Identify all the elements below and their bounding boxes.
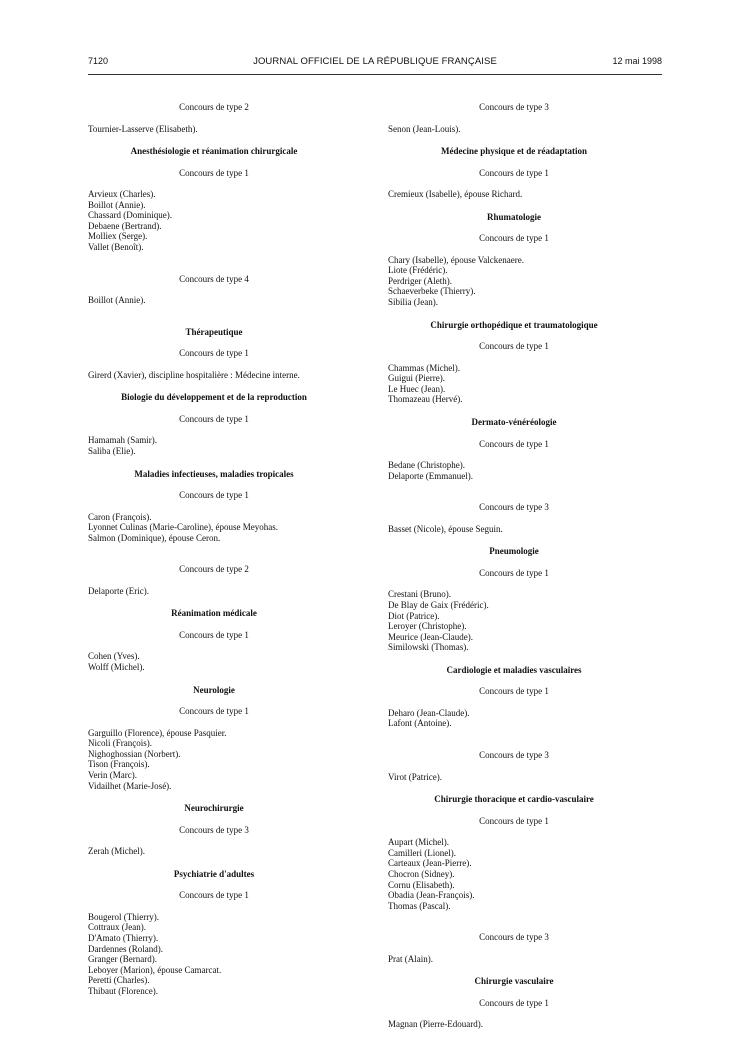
competition-type: Concours de type 1	[179, 490, 249, 501]
specialty-heading: Maladies infectieuses, maladies tropicales	[134, 468, 294, 479]
name-list	[388, 189, 640, 200]
candidate-name: Vallet (Benoît).	[88, 242, 144, 253]
name-list	[388, 708, 640, 729]
candidate-name: Nighoghossian (Norbert).	[88, 748, 181, 759]
candidate-name: Granger (Bernard).	[88, 954, 157, 965]
specialty-heading: Thérapeutique	[185, 326, 243, 337]
candidate-name: Wolff (Michel).	[88, 662, 145, 672]
competition-type: Concours de type 3	[479, 102, 549, 112]
competition-type: Concours de type 1	[479, 438, 549, 449]
specialty-heading: Chirurgie orthopédique et traumatologique	[430, 319, 598, 330]
candidate-name: Lyonnet Culinas (Marie-Caroline), épouse Meyohas.	[88, 522, 278, 533]
name-list	[88, 295, 340, 306]
candidate-name: Delaporte (Eric).	[88, 585, 149, 596]
candidate-name: Deharo (Jean-Claude).	[388, 707, 470, 718]
competition-type: Concours de type 3	[479, 750, 549, 761]
candidate-name: Chary (Isabelle), épouse Valckenaere.	[388, 254, 525, 265]
candidate-name: Chocron (Sidney).	[388, 868, 455, 879]
name-list	[88, 586, 340, 597]
candidate-name: Tison (François).	[88, 759, 150, 770]
candidate-name: Basset (Nicole), épouse Seguin.	[388, 523, 503, 534]
specialty-heading: Neurologie	[193, 684, 235, 695]
candidate-name: Leboyer (Marion), épouse Camarcat.	[88, 964, 222, 975]
competition-type: Concours de type 1	[479, 567, 549, 578]
name-list	[388, 363, 640, 405]
competition-type: Concours de type 1	[479, 341, 549, 352]
candidate-name: Prat (Alain).	[388, 953, 433, 964]
candidate-name: Aupart (Michel).	[388, 837, 449, 848]
competition-type: Concours de type 1	[179, 706, 249, 717]
name-list	[88, 124, 340, 135]
competition-type: Concours de type 2	[179, 564, 249, 575]
name-list	[388, 772, 640, 783]
header-rule	[88, 74, 662, 75]
candidate-name: Le Huec (Jean).	[388, 383, 446, 394]
name-list	[388, 124, 640, 135]
candidate-name: Schaeverbeke (Thierry).	[388, 286, 476, 297]
competition-type: Concours de type 1	[179, 629, 249, 640]
candidate-name: Debaene (Bertrand).	[88, 220, 162, 231]
candidate-name: Dardennes (Roland).	[88, 943, 163, 954]
left-column	[88, 102, 340, 1009]
candidate-name: Salmon (Dominique), épouse Ceron.	[88, 532, 221, 543]
candidate-name: Thomazeau (Hervé).	[388, 394, 463, 405]
competition-type: Concours de type 1	[479, 167, 549, 178]
competition-type: Concours de type 3	[479, 932, 549, 943]
candidate-name: Liote (Frédéric).	[388, 265, 448, 276]
competition-type: Concours de type 1	[479, 686, 549, 697]
candidate-name: Caron (François).	[88, 511, 152, 522]
specialty-heading: Médecine physique et de réadaptation	[441, 146, 587, 157]
candidate-name: Obadia (Jean-François).	[388, 890, 475, 901]
candidate-name: Girerd (Xavier), discipline hospitalière : Médecine interne.	[88, 369, 300, 380]
page-header	[88, 56, 662, 70]
candidate-name: Chassard (Dominique).	[88, 210, 172, 221]
name-list	[88, 512, 340, 544]
candidate-name: Cottraux (Jean).	[88, 922, 146, 933]
candidate-name: Delaporte (Emmanuel).	[388, 470, 473, 481]
candidate-name: Boillot (Annie).	[88, 295, 146, 306]
candidate-name: Garguillo (Florence), épouse Pasquier.	[88, 727, 227, 738]
competition-type: Concours de type 1	[179, 167, 249, 178]
name-list	[88, 189, 340, 253]
name-list	[388, 460, 640, 481]
competition-type: Concours de type 4	[179, 273, 249, 284]
name-list	[88, 370, 340, 381]
competition-type: Concours de type 3	[179, 824, 249, 835]
issue-date: 12 mai 1998	[612, 56, 662, 66]
candidate-name: Vidailhet (Marie-José).	[88, 780, 172, 791]
candidate-name: Thibaut (Florence).	[88, 985, 158, 996]
candidate-name: Bedane (Christophe).	[388, 460, 465, 471]
competition-type: Concours de type 1	[479, 997, 549, 1008]
candidate-name: Virot (Patrice).	[388, 771, 442, 782]
specialty-heading: Neurochirurgie	[184, 803, 244, 814]
candidate-name: Verin (Marc).	[88, 769, 137, 780]
competition-type: Concours de type 1	[479, 233, 549, 244]
name-list	[388, 589, 640, 653]
name-list	[388, 837, 640, 911]
competition-type: Concours de type 1	[179, 413, 249, 424]
candidate-name: D'Amato (Thierry).	[88, 932, 159, 943]
candidate-name: Meurice (Jean-Claude).	[388, 631, 473, 642]
candidate-name: De Blay de Gaix (Frédéric).	[388, 599, 489, 610]
journal-title: JOURNAL OFFICIEL DE LA RÉPUBLIQUE FRANÇAISE	[253, 56, 497, 67]
page-number: 7120	[88, 56, 109, 66]
candidate-name: Zerah (Michel).	[88, 846, 145, 857]
specialty-heading: Anesthésiologie et réanimation chirurgicale	[130, 146, 298, 157]
name-list	[388, 524, 640, 535]
candidate-name: Nicoli (François).	[88, 738, 152, 749]
name-list	[88, 728, 340, 792]
candidate-name: Cohen (Yves).	[88, 651, 140, 662]
name-list	[88, 651, 340, 672]
specialty-heading: Dermato-vénéréologie	[471, 417, 557, 428]
name-list	[88, 912, 340, 997]
competition-type: Concours de type 1	[179, 890, 249, 901]
name-list	[88, 435, 340, 456]
specialty-heading: Cardiologie et maladies vasculaires	[446, 664, 582, 675]
name-list	[388, 255, 640, 308]
candidate-name: Similowski (Thomas).	[388, 642, 469, 653]
competition-type: Concours de type 1	[179, 348, 249, 359]
candidate-name: Tournier-Lasserve (Elisabeth).	[88, 123, 198, 134]
specialty-heading: Biologie du développement et de la reproduction	[121, 392, 307, 403]
name-list	[88, 846, 340, 857]
candidate-name: Sibilia (Jean).	[388, 297, 438, 308]
specialty-heading: Psychiatrie d'adultes	[173, 868, 255, 879]
candidate-name: Senon (Jean-Louis).	[388, 123, 461, 134]
candidate-name: Bougerol (Thierry).	[88, 911, 159, 922]
candidate-name: Diot (Patrice).	[388, 610, 440, 621]
candidate-name: Cornu (Elisabeth).	[388, 879, 455, 890]
competition-type: Concours de type 1	[479, 815, 549, 826]
specialty-heading: Réanimation médicale	[171, 608, 257, 619]
competition-type: Concours de type 3	[479, 502, 549, 513]
candidate-name: Crestani (Bruno).	[388, 589, 451, 600]
name-list	[388, 954, 640, 965]
specialty-heading: Chirurgie thoracique et cardio-vasculaire	[434, 794, 594, 805]
name-list	[388, 1019, 640, 1030]
candidate-name: Carteaux (Jean-Pierre).	[388, 858, 472, 869]
candidate-name: Saliba (Elie).	[88, 445, 136, 456]
specialty-heading: Pneumologie	[489, 546, 539, 557]
candidate-name: Lafont (Antoine).	[388, 718, 452, 729]
candidate-name: Boillot (Annie).	[88, 199, 146, 210]
candidate-name: Guigui (Pierre).	[388, 373, 445, 384]
candidate-name: Magnan (Pierre-Edouard).	[388, 1019, 483, 1030]
candidate-name: Hamamah (Samir).	[88, 435, 157, 446]
candidate-name: Arvieux (Charles).	[88, 189, 156, 200]
candidate-name: Thomas (Pascal).	[388, 900, 451, 911]
candidate-name: Perdriger (Aleth).	[388, 275, 452, 286]
right-column	[388, 102, 640, 1042]
candidate-name: Chammas (Michel).	[388, 362, 460, 373]
specialty-heading: Rhumatologie	[487, 211, 541, 222]
candidate-name: Cremieux (Isabelle), épouse Richard.	[388, 189, 523, 200]
specialty-heading: Chirurgie vasculaire	[474, 976, 554, 987]
candidate-name: Molliex (Serge).	[88, 231, 148, 242]
candidate-name: Camilleri (Lionel).	[388, 847, 456, 858]
candidate-name: Peretti (Charles).	[88, 975, 150, 986]
competition-type: Concours de type 2	[179, 102, 249, 112]
candidate-name: Leroyer (Christophe).	[388, 621, 467, 632]
